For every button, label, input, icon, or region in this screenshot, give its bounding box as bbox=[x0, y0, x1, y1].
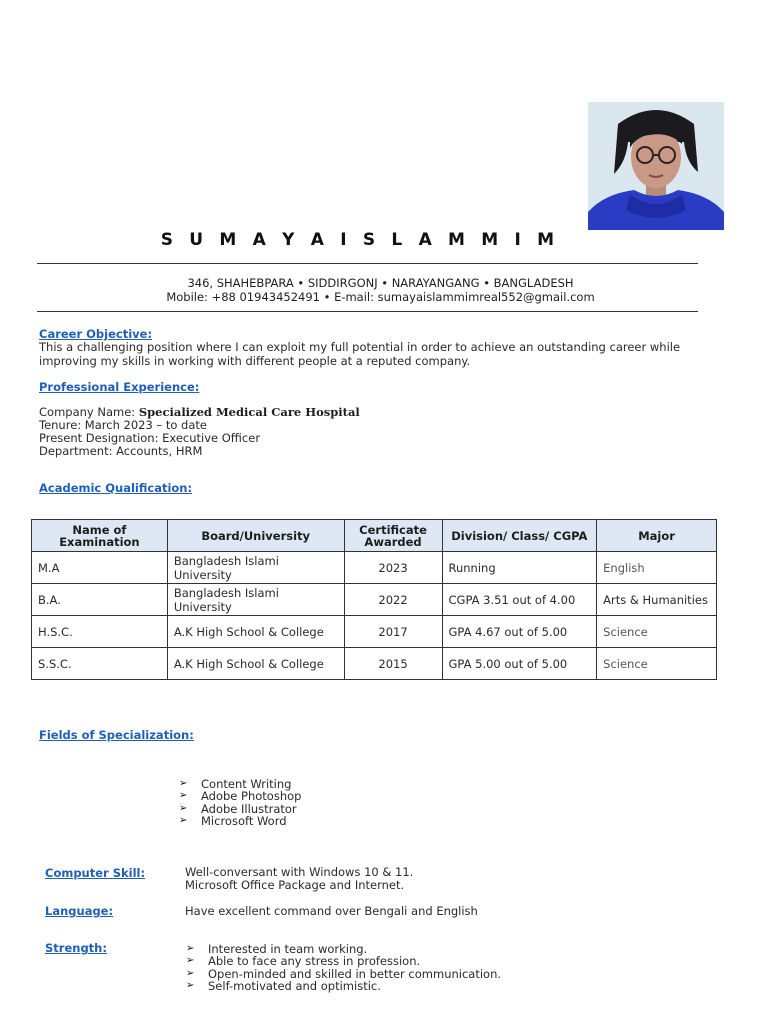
cell-division: GPA 5.00 out of 5.00 bbox=[442, 648, 597, 680]
academic-table bbox=[31, 519, 717, 680]
cell-board: Bangladesh Islami University bbox=[167, 584, 344, 616]
table-header-row bbox=[32, 520, 717, 552]
cell-major: English bbox=[597, 552, 717, 584]
col-header-exam bbox=[32, 520, 168, 552]
arrow-bullet-icon: ➢ bbox=[179, 802, 188, 814]
list-item-text: Self-motivated and optimistic. bbox=[208, 978, 381, 993]
computer-skill-heading: Computer Skill: bbox=[45, 866, 146, 880]
cell-division: CGPA 3.51 out of 4.00 bbox=[442, 584, 597, 616]
list-item-text: Able to face any stress in profession. bbox=[208, 954, 421, 969]
col-header-cert-line2: Awarded bbox=[364, 534, 422, 549]
cell-board: A.K High School & College bbox=[167, 616, 344, 648]
profile-photo bbox=[588, 102, 724, 230]
career-objective-heading: Career Objective: bbox=[39, 327, 153, 341]
list-item-text: Adobe Illustrator bbox=[201, 801, 297, 816]
language-heading: Language: bbox=[45, 904, 114, 918]
cell-board: A.K High School & College bbox=[167, 648, 344, 680]
arrow-bullet-icon: ➢ bbox=[179, 814, 188, 826]
table-row bbox=[32, 648, 717, 680]
header-divider-top bbox=[37, 263, 698, 264]
cell-exam: B.A. bbox=[32, 584, 168, 616]
designation-line: Present Designation: Executive Officer bbox=[39, 431, 261, 445]
cell-major: Science bbox=[597, 616, 717, 648]
list-item bbox=[186, 980, 501, 992]
department-line: Department: Accounts, HRM bbox=[39, 444, 203, 458]
col-header-exam-line1: Name of bbox=[72, 522, 127, 537]
list-item-text: Open-minded and skilled in better communication. bbox=[208, 966, 502, 981]
contact-line: Mobile: +88 01943452491 • E-mail: sumayaislammimreal552@gmail.com bbox=[166, 290, 595, 304]
arrow-bullet-icon: ➢ bbox=[186, 943, 195, 954]
list-item-text: Microsoft Word bbox=[201, 813, 287, 828]
career-objective-line: This a challenging position where I can exploit my full potential in order to achieve an outstanding career while bbox=[39, 340, 681, 354]
cell-division: GPA 4.67 out of 5.00 bbox=[442, 616, 597, 648]
career-objective-text bbox=[39, 341, 699, 368]
arrow-bullet-icon: ➢ bbox=[186, 967, 195, 979]
col-header-exam-line2: Examination bbox=[59, 534, 140, 549]
candidate-name: S U M A Y A I S L A M M I M bbox=[160, 230, 560, 250]
arrow-bullet-icon: ➢ bbox=[186, 955, 195, 967]
arrow-bullet-icon: ➢ bbox=[179, 790, 188, 802]
specialization-heading: Fields of Specialization: bbox=[39, 728, 194, 742]
cell-year: 2017 bbox=[344, 616, 442, 648]
computer-skill-line: Well-conversant with Windows 10 & 11. bbox=[185, 865, 414, 879]
col-header-major: Major bbox=[597, 520, 717, 552]
strength-list bbox=[186, 943, 501, 992]
list-item-text: Interested in team working. bbox=[208, 942, 368, 956]
company-name: Specialized Medical Care Hospital bbox=[138, 405, 360, 419]
cell-exam: S.S.C. bbox=[32, 648, 168, 680]
computer-skill-line: Microsoft Office Package and Internet. bbox=[185, 878, 405, 892]
col-header-certificate bbox=[344, 520, 442, 552]
cell-year: 2015 bbox=[344, 648, 442, 680]
cell-major: Arts & Humanities bbox=[597, 584, 717, 616]
strength-heading: Strength: bbox=[45, 941, 107, 955]
cell-major: Science bbox=[597, 648, 717, 680]
col-header-board: Board/University bbox=[167, 520, 344, 552]
col-header-cert-line1: Certificate bbox=[359, 522, 427, 537]
portrait-image bbox=[588, 102, 724, 230]
cell-division: Running bbox=[442, 552, 597, 584]
table-row bbox=[32, 552, 717, 584]
col-header-division: Division/ Class/ CGPA bbox=[442, 520, 597, 552]
academic-heading: Academic Qualification: bbox=[39, 481, 193, 495]
address-line: 346, SHAHEBPARA • SIDDIRGONJ • NARAYANGANG • BANGLADESH bbox=[187, 276, 574, 290]
career-objective-line: improving my skills in working with different people at a reputed company. bbox=[39, 353, 471, 368]
table-row bbox=[32, 584, 717, 616]
cell-year: 2023 bbox=[344, 552, 442, 584]
experience-heading: Professional Experience: bbox=[39, 380, 200, 394]
cell-exam: M.A bbox=[32, 552, 168, 584]
language-value: Have excellent command over Bengali and English bbox=[185, 904, 478, 918]
list-item bbox=[179, 815, 301, 827]
cell-year: 2022 bbox=[344, 584, 442, 616]
list-item-text: Adobe Photoshop bbox=[201, 789, 302, 804]
table-row bbox=[32, 616, 717, 648]
specialization-list bbox=[179, 778, 301, 827]
arrow-bullet-icon: ➢ bbox=[179, 778, 188, 789]
arrow-bullet-icon: ➢ bbox=[186, 979, 195, 991]
cell-exam: H.S.C. bbox=[32, 616, 168, 648]
header-divider-bottom bbox=[37, 311, 698, 312]
tenure-line: Tenure: March 2023 – to date bbox=[39, 418, 207, 432]
company-label: Company Name: bbox=[39, 405, 139, 419]
cell-board: Bangladesh Islami University bbox=[167, 552, 344, 584]
list-item-text: Content Writing bbox=[201, 777, 292, 791]
